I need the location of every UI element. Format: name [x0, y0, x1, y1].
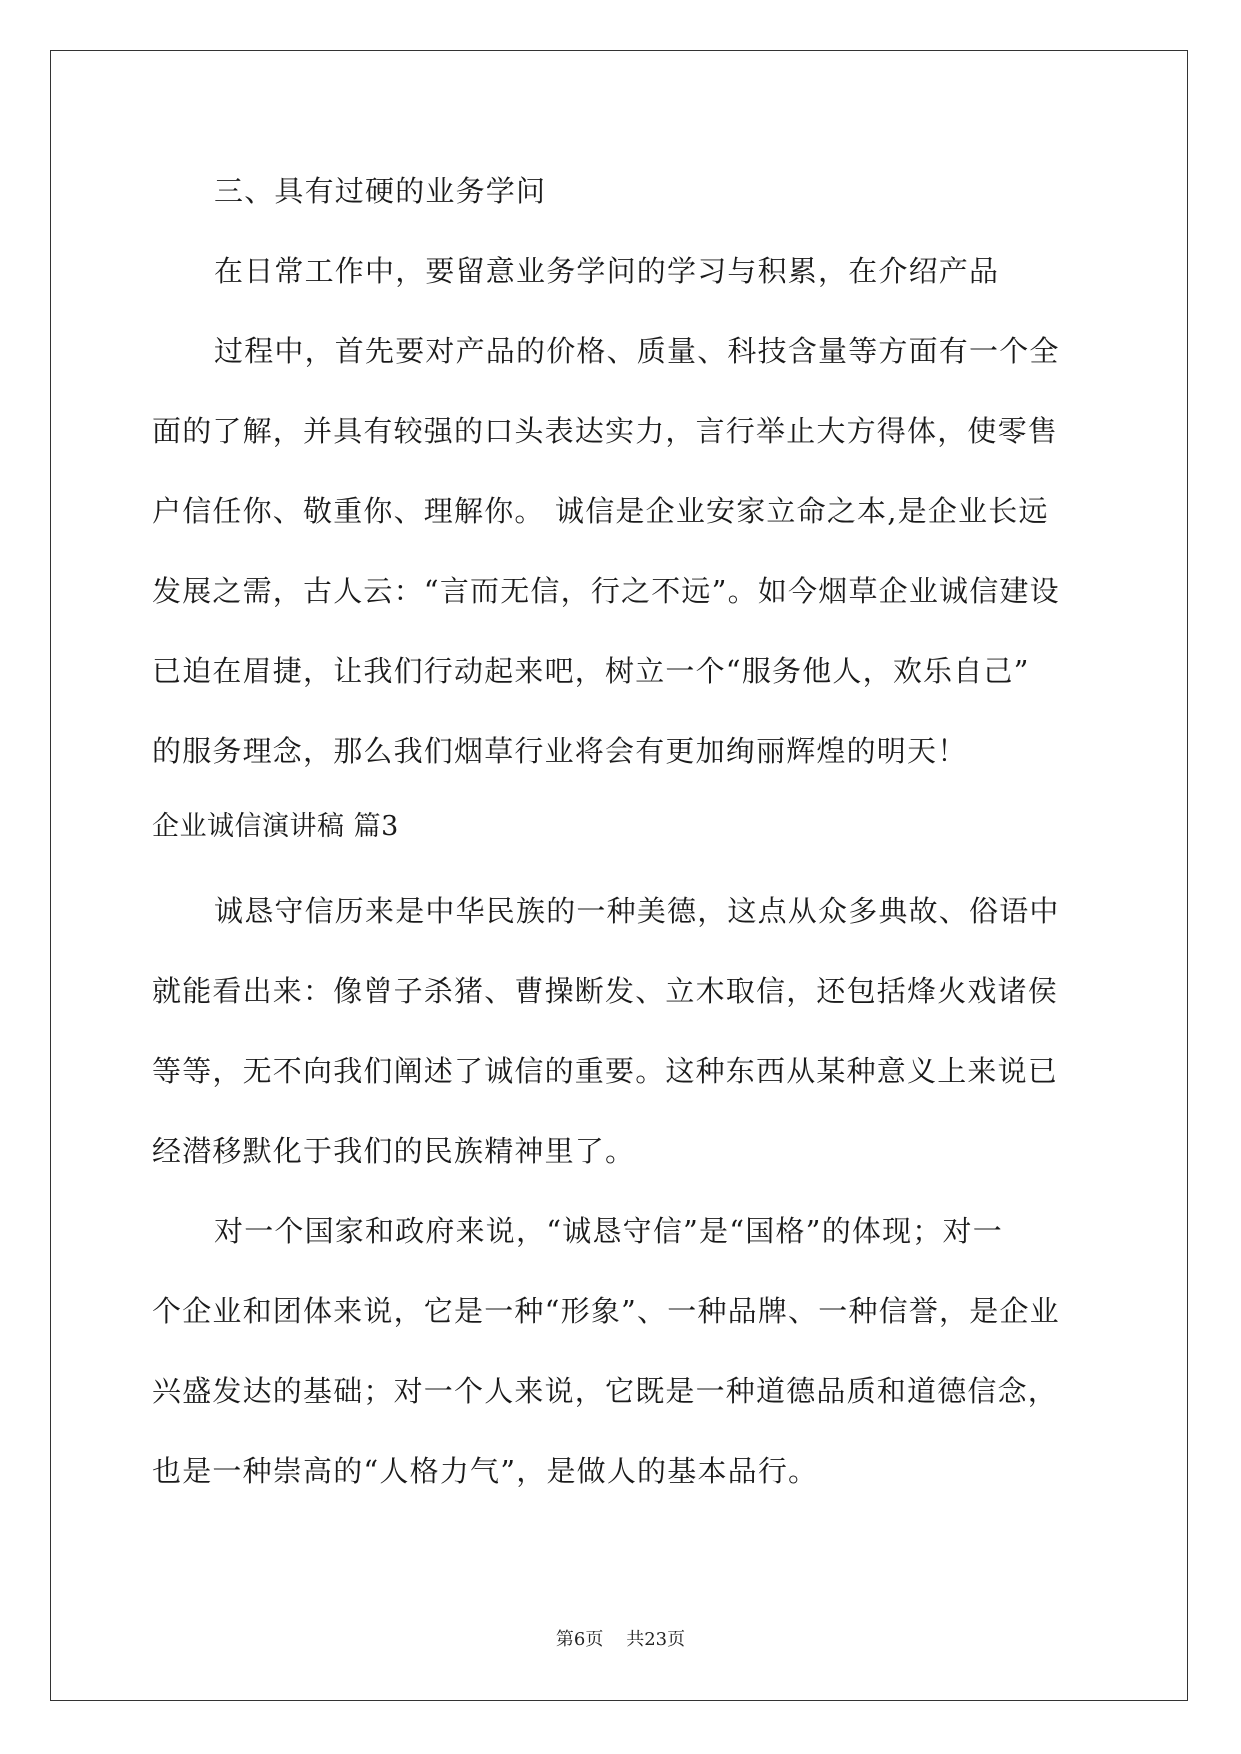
paragraph-line: 面的了解，并具有较强的口头表达实力，言行举止大方得体，使零售 [152, 414, 1059, 448]
paragraph-line: 经潜移默化于我们的民族精神里了。 [152, 1134, 636, 1168]
section-heading: 三、具有过硬的业务学问 [214, 174, 547, 208]
paragraph-line: 的服务理念，那么我们烟草行业将会有更加绚丽辉煌的明天！ [152, 734, 968, 768]
paragraph-line: 就能看出来：像曾子杀猪、曹操断发、立木取信，还包括烽火戏诸侯 [152, 974, 1059, 1008]
total-pages: 共23页 [626, 1629, 686, 1650]
paragraph-line: 也是一种崇高的“人格力气”，是做人的基本品行。 [152, 1454, 819, 1488]
paragraph-line: 对一个国家和政府来说，“诚恳守信”是“国格”的体现；对一 [214, 1214, 1003, 1248]
page-footer [0, 1628, 1241, 1652]
paragraph-line: 个企业和团体来说，它是一种“形象”、一种品牌、一种信誉，是企业 [152, 1294, 1060, 1328]
current-page: 第6页 [555, 1629, 604, 1650]
article-title: 企业诚信演讲稿 篇3 [152, 811, 399, 842]
paragraph-line: 户信任你、敬重你、理解你。 诚信是企业安家立命之本,是企业长远 [152, 494, 1049, 528]
paragraph-line: 发展之需，古人云：“言而无信，行之不远”。如今烟草企业诚信建设 [152, 574, 1060, 608]
paragraph-line: 诚恳守信历来是中华民族的一种美德，这点从众多典故、俗语中 [214, 894, 1060, 928]
paragraph-line: 过程中，首先要对产品的价格、质量、科技含量等方面有一个全 [214, 334, 1060, 368]
paragraph-line: 在日常工作中，要留意业务学问的学习与积累，在介绍产品 [214, 254, 1000, 288]
paragraph-line: 兴盛发达的基础；对一个人来说，它既是一种道德品质和道德信念， [152, 1374, 1059, 1408]
paragraph-line: 等等，无不向我们阐述了诚信的重要。这种东西从某种意义上来说已 [152, 1054, 1059, 1088]
paragraph-line: 已迫在眉捷，让我们行动起来吧，树立一个“服务他人，欢乐自己” [152, 654, 1030, 688]
